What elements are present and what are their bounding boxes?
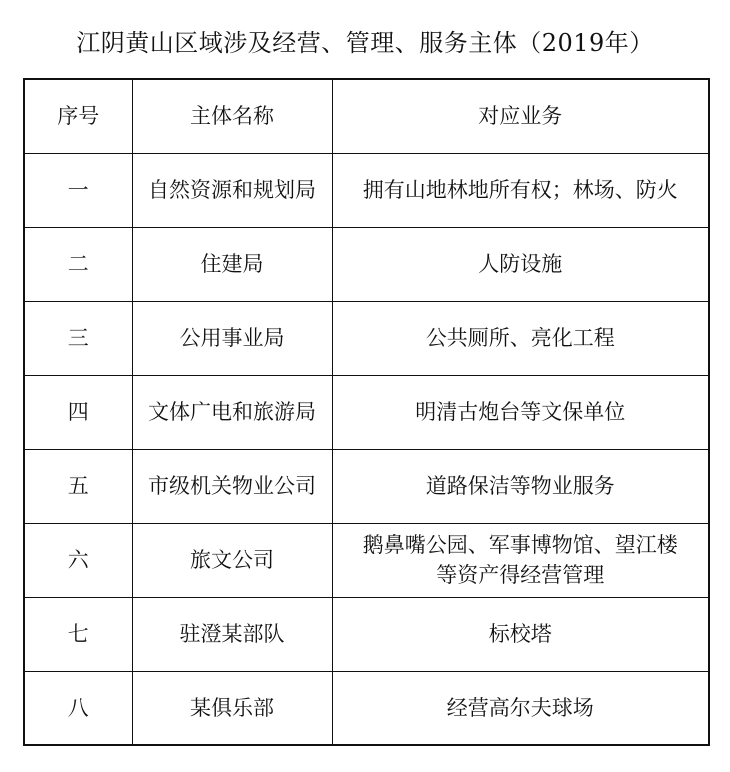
table-row (24, 523, 709, 597)
row-index: 五 (24, 449, 132, 523)
table-row (24, 375, 709, 449)
row-index: 六 (24, 523, 132, 597)
document-title: 江阴黄山区域涉及经营、管理、服务主体（2019年） (76, 29, 654, 57)
row-business (332, 375, 709, 449)
table-row (24, 597, 709, 671)
header-business: 对应业务 (332, 79, 709, 153)
row-entity: 市级机关物业公司 (132, 449, 332, 523)
row-entity: 自然资源和规划局 (132, 153, 332, 227)
row-index: 一 (24, 153, 132, 227)
row-business-line: 等资产得经营管理 (436, 563, 605, 587)
row-business (332, 153, 709, 227)
header-entity-name: 主体名称 (132, 79, 332, 153)
row-index: 七 (24, 597, 132, 671)
row-business (332, 671, 709, 745)
table-row (24, 301, 709, 375)
row-business-line: 拥有山地林地所有权；林场、防火 (362, 178, 678, 202)
row-business (332, 449, 709, 523)
table-row (24, 671, 709, 745)
row-index: 三 (24, 301, 132, 375)
row-business-line: 道路保洁等物业服务 (425, 474, 615, 498)
table-header-row (24, 79, 709, 153)
row-entity: 旅文公司 (132, 523, 332, 597)
row-business (332, 227, 709, 301)
row-index: 四 (24, 375, 132, 449)
row-business (332, 597, 709, 671)
table-row (24, 227, 709, 301)
row-business-line: 鹅鼻嘴公园、军事博物馆、望江楼 (362, 533, 678, 557)
row-entity: 住建局 (132, 227, 332, 301)
row-business-line: 公共厕所、亮化工程 (425, 326, 615, 350)
row-business-line: 标校塔 (488, 622, 552, 646)
row-entity: 驻澄某部队 (132, 597, 332, 671)
row-business-line: 经营高尔夫球场 (446, 695, 594, 720)
row-index: 二 (24, 227, 132, 301)
row-business (332, 523, 709, 597)
row-business-line: 人防设施 (478, 252, 563, 276)
header-index: 序号 (24, 79, 132, 153)
table-row (24, 449, 709, 523)
entity-table (23, 78, 710, 746)
row-business (332, 301, 709, 375)
row-entity: 文体广电和旅游局 (132, 375, 332, 449)
row-index: 八 (24, 671, 132, 745)
row-entity: 某俱乐部 (132, 671, 332, 745)
row-entity: 公用事业局 (132, 301, 332, 375)
row-business-line: 明清古炮台等文保单位 (415, 400, 626, 424)
table-row (24, 153, 709, 227)
